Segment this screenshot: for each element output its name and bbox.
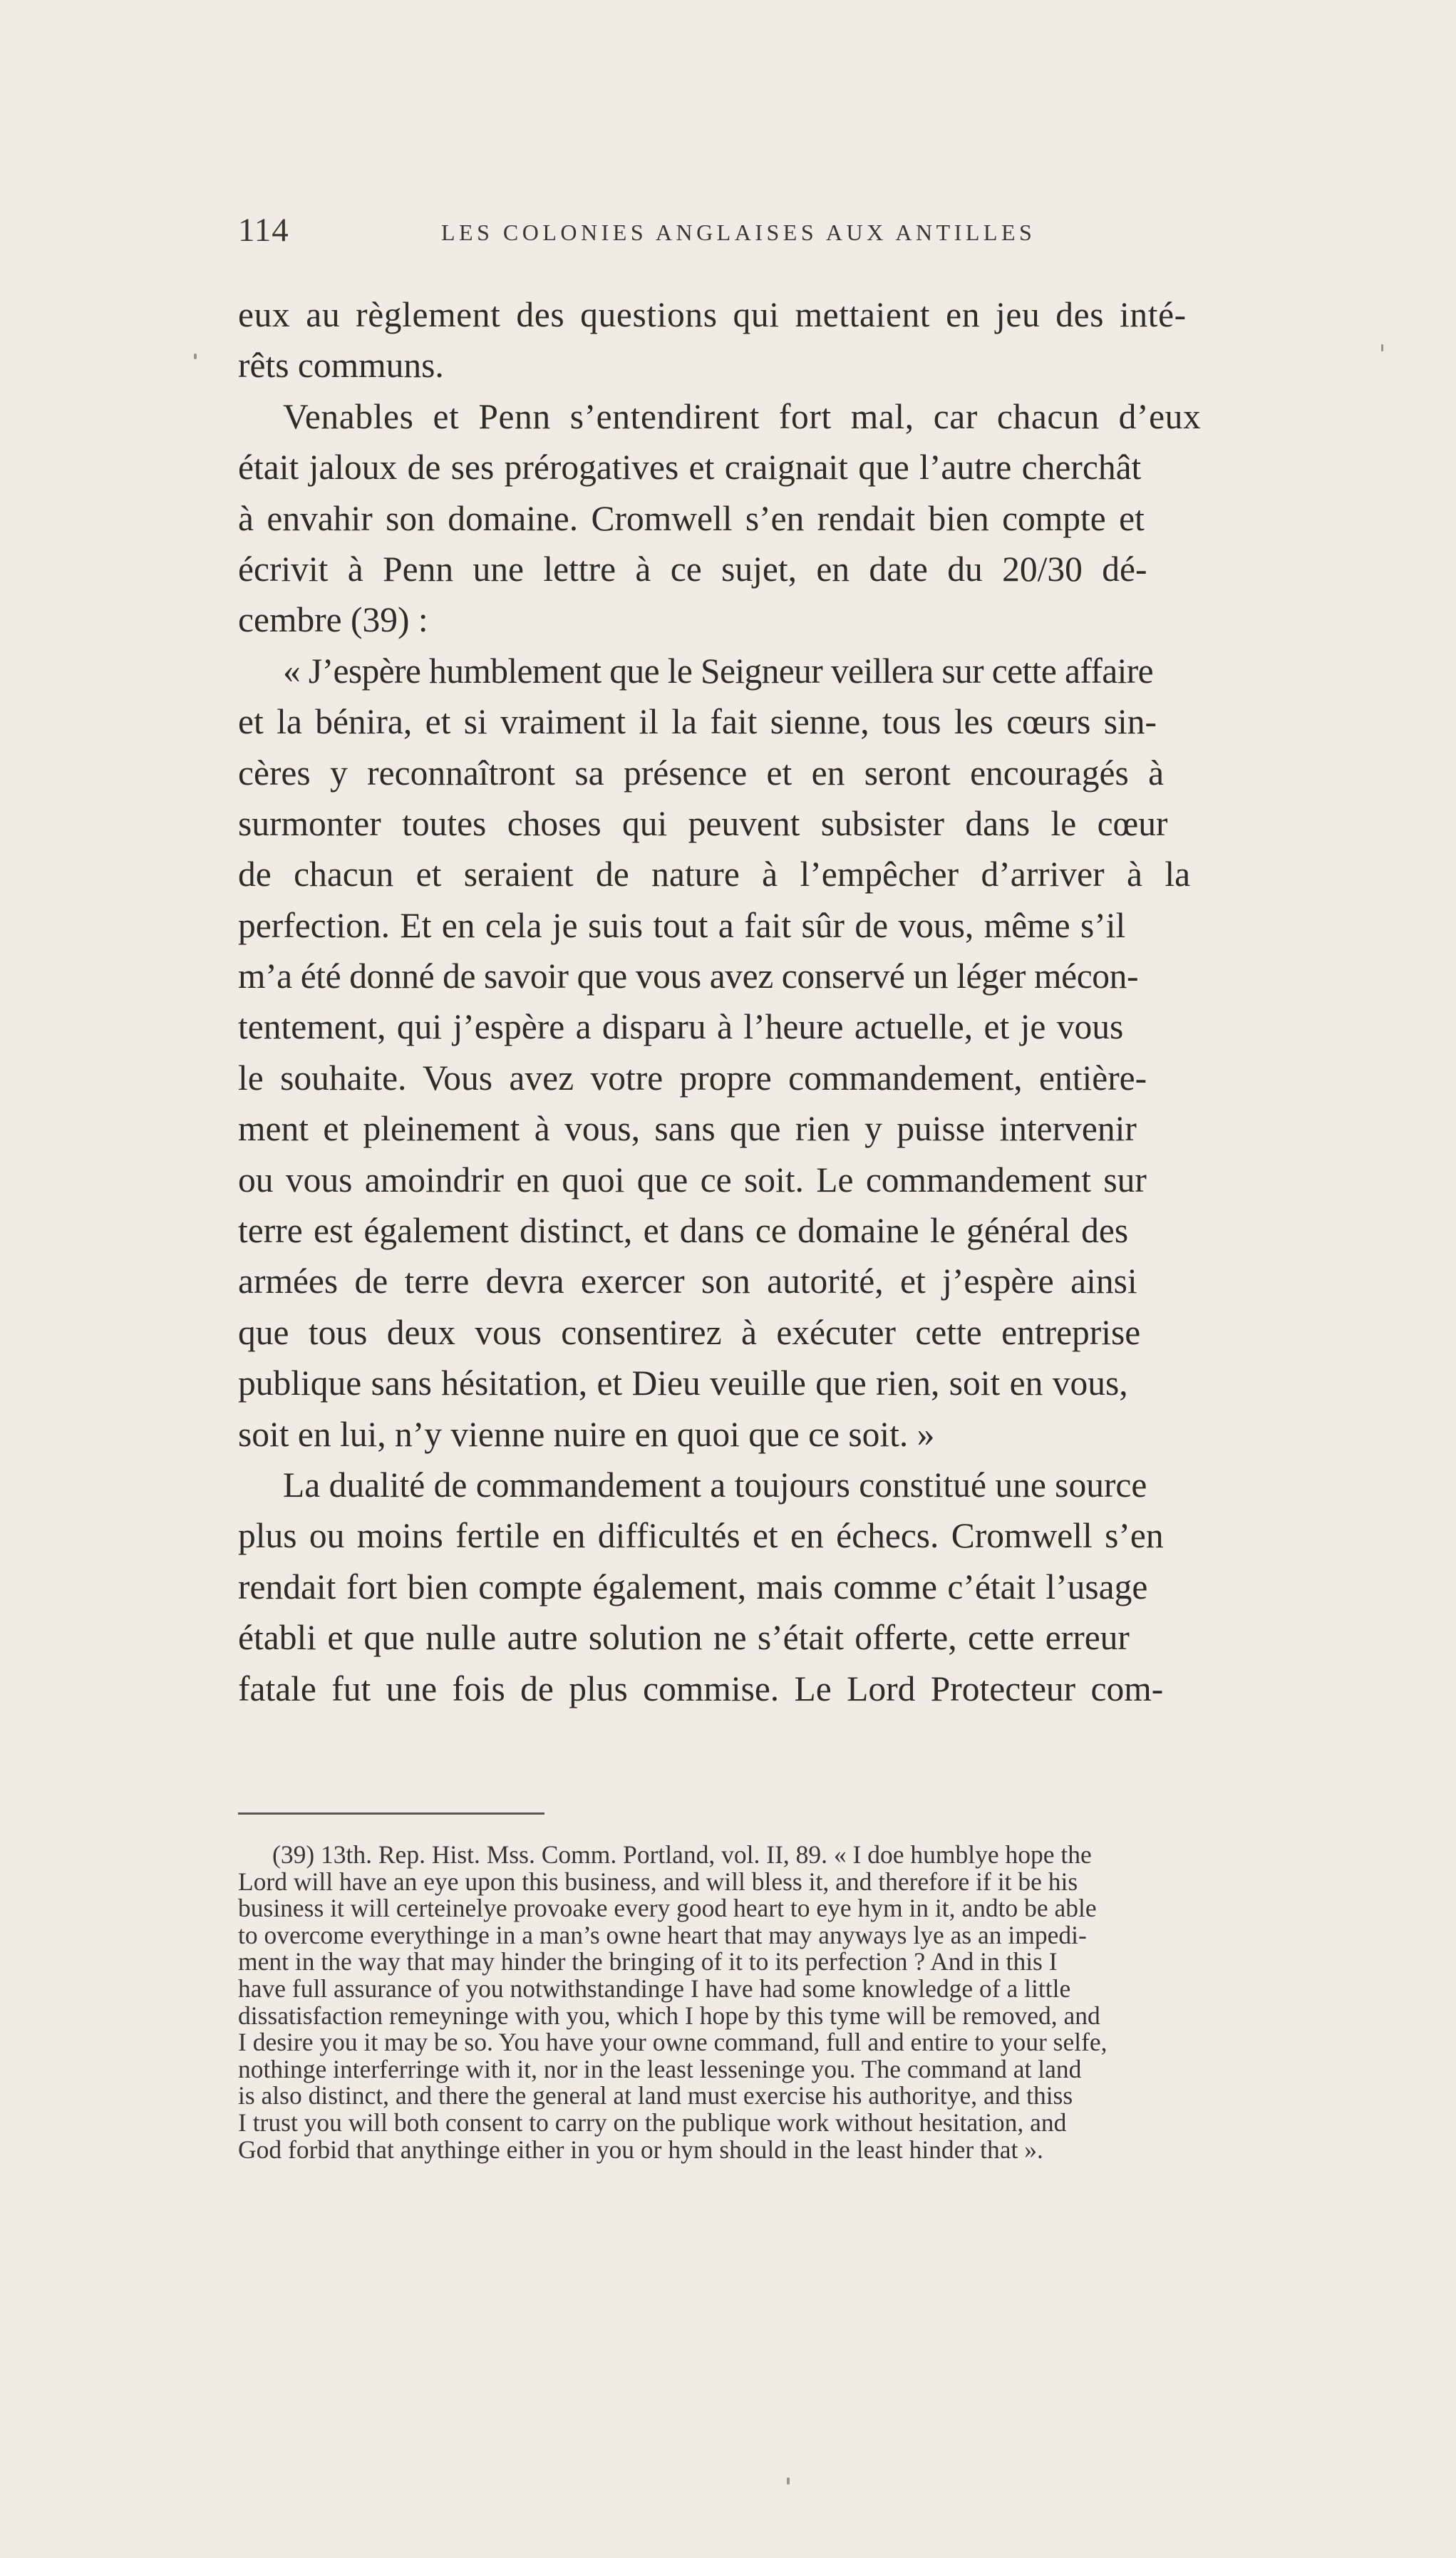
text-line: plus ou moins fertile en difficultés et en échecs. Cromwell s’en bbox=[238, 1516, 1164, 1556]
footnote-line: I trust you will both consent to carry on the publique work without hesitation, and bbox=[238, 2108, 1067, 2137]
text-line: m’a été donné de savoir que vous avez conservé un léger mécon- bbox=[238, 956, 1139, 996]
page-header bbox=[238, 211, 1182, 254]
text-line: « J’espère humblement que le Seigneur veillera sur cette affaire bbox=[283, 651, 1154, 691]
running-title: LES COLONIES ANGLAISES AUX ANTILLES bbox=[441, 220, 1036, 245]
footnote-line: (39) 13th. Rep. Hist. Mss. Comm. Portland, vol. II, 89. « I doe humblye hope the bbox=[272, 1840, 1092, 1869]
text-line: le souhaite. Vous avez votre propre commandement, entière- bbox=[238, 1058, 1147, 1098]
text-line: rêts communs. bbox=[238, 346, 444, 386]
text-line: publique sans hésitation, et Dieu veuille que rien, soit en vous, bbox=[238, 1363, 1128, 1403]
text-line: fatale fut une fois de plus commise. Le Lord Protecteur com- bbox=[238, 1669, 1164, 1708]
footnote-line: is also distinct, and there the general at land must exercise his authoritye, and thiss bbox=[238, 2081, 1073, 2110]
paper-speck bbox=[194, 354, 197, 359]
text-line: ou vous amoindrir en quoi que ce soit. Le commandement sur bbox=[238, 1160, 1147, 1200]
text-line: ment et pleinement à vous, sans que rien y puisse intervenir bbox=[238, 1109, 1137, 1149]
text-line: tentement, qui j’espère a disparu à l’heure actuelle, et je vous bbox=[238, 1007, 1124, 1047]
footnote-line: I desire you it may be so. You have your owne command, full and entire to your selfe, bbox=[238, 2028, 1108, 2057]
footnote-line: God forbid that anythinge either in you or hym should in the least hinder that ». bbox=[238, 2135, 1043, 2164]
footnote-line: nothinge interferringe with it, nor in the least lesseninge you. The command at land bbox=[238, 2054, 1082, 2083]
text-line: eux au règlement des questions qui mettaient en jeu des inté- bbox=[238, 295, 1187, 334]
text-line: surmonter toutes choses qui peuvent subsister dans le cœur bbox=[238, 803, 1168, 843]
text-line: écrivit à Penn une lettre à ce sujet, en date du 20/30 dé- bbox=[238, 549, 1147, 589]
text-line: était jaloux de ses prérogatives et craignait que l’autre cherchât bbox=[238, 448, 1142, 488]
text-line: soit en lui, n’y vienne nuire en quoi que ce soit. » bbox=[238, 1414, 935, 1454]
footnote-line: ment in the way that may hinder the bringing of it to its perfection ? And in this I bbox=[238, 1947, 1058, 1976]
footnote-line: dissatisfaction remeyninge with you, which I hope by this tyme will be removed, and bbox=[238, 2001, 1100, 2030]
text-line: et la bénira, et si vraiment il la fait sienne, tous les cœurs sin- bbox=[238, 702, 1157, 742]
footnote-line: business it will certeinelye provoake every good heart to eye hym in it, andto be able bbox=[238, 1894, 1097, 1923]
text-line: que tous deux vous consentirez à exécuter cette entreprise bbox=[238, 1312, 1141, 1352]
footnote-line: Lord will have an eye upon this business, and will bless it, and therefore if it be his bbox=[238, 1867, 1078, 1896]
paper-speck bbox=[787, 2477, 790, 2485]
main-text bbox=[238, 289, 1378, 1714]
text-line: cembre (39) : bbox=[238, 600, 428, 640]
text-line: établi et que nulle autre solution ne s’était offerte, cette erreur bbox=[238, 1618, 1130, 1658]
footnote-divider bbox=[238, 1812, 544, 1815]
text-line: de chacun et seraient de nature à l’empêcher d’arriver à la bbox=[238, 855, 1191, 894]
text-line: Venables et Penn s’entendirent fort mal, car chacun d’eux bbox=[283, 396, 1202, 436]
text-line: rendait fort bien compte également, mais comme c’était l’usage bbox=[238, 1567, 1148, 1607]
text-line: cères y reconnaîtront sa présence et en seront encouragés à bbox=[238, 753, 1165, 793]
text-line: La dualité de commandement a toujours constitué une source bbox=[283, 1465, 1147, 1505]
text-line: à envahir son domaine. Cromwell s’en rendait bien compte et bbox=[238, 498, 1145, 538]
paper-speck bbox=[1381, 344, 1383, 351]
footnotes bbox=[238, 1842, 1378, 2163]
footnote-line: have full assurance of you notwithstandinge I have had some knowledge of a little bbox=[238, 1974, 1071, 2003]
footnote-line: to overcome everythinge in a man’s owne heart that may anyways lye as an impedi- bbox=[238, 1920, 1087, 1949]
text-line: perfection. Et en cela je suis tout a fait sûr de vous, même s’il bbox=[238, 905, 1126, 945]
page-number: 114 bbox=[238, 212, 289, 249]
text-line: armées de terre devra exercer son autorité, et j’espère ainsi bbox=[238, 1262, 1137, 1301]
text-line: terre est également distinct, et dans ce domaine le général des bbox=[238, 1211, 1129, 1251]
